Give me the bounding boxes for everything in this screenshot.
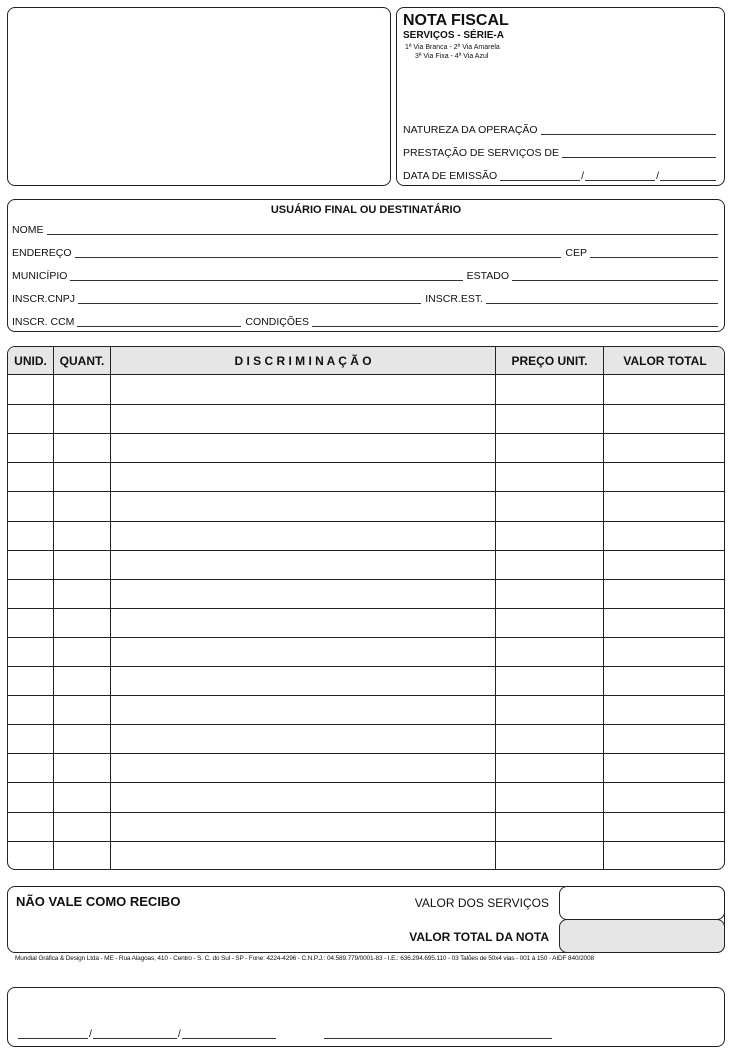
destinatario-heading: USUÁRIO FINAL OU DESTINATÁRIO [270,204,462,216]
natureza-field[interactable] [541,124,716,135]
prestacao-field[interactable] [562,147,716,158]
col-preco-unit: PREÇO UNIT. [511,354,588,368]
nao-vale-recibo: NÃO VALE COMO RECIBO [16,894,181,909]
ccm-field[interactable] [77,316,241,327]
row-divider [8,637,724,638]
data-year-field[interactable] [660,170,716,181]
row-divider [8,724,724,725]
date-separator: / [581,170,585,182]
col-quant: QUANT. [59,354,105,368]
row-divider [8,579,724,580]
nota-fiscal-box [396,7,725,186]
printer-info: Mundial Gráfica & Design Ltda - ME - Rua Alagoas, 410 - Centro - S. C. do Sul - SP - Fone: 4224-4296 - C.N.P.J.: 04.589.779/0001-83 - I.E.: 636.294.695.110 - 03 Talões de 50x4 vias - 001 à 150 - AIDF 840/2008 [15,955,594,962]
row-divider [8,695,724,696]
cnpj-field[interactable] [78,293,421,304]
receipt-box [7,987,725,1047]
row-divider [8,608,724,609]
valor-total-field[interactable] [559,919,725,953]
endereco-field[interactable] [75,247,562,258]
data-month-field[interactable] [585,170,655,181]
row-divider [8,491,724,492]
estado-label: ESTADO [466,270,509,282]
table-header [8,347,724,375]
company-info-box [7,7,391,186]
row-divider [8,462,724,463]
row-divider [8,753,724,754]
signature-field[interactable] [324,1028,552,1039]
inscr-est-field[interactable] [486,293,718,304]
endereco-label: ENDEREÇO [12,247,72,259]
condicoes-field[interactable] [312,316,718,327]
date-separator: / [177,1028,181,1040]
col-discriminacao: D I S C R I M I N A Ç Ã O [234,354,372,368]
cep-field[interactable] [590,247,718,258]
receipt-month-field[interactable] [93,1028,177,1039]
municipio-field[interactable] [70,270,462,281]
municipio-label: MUNICÍPIO [12,270,68,282]
col-valor-total: VALOR TOTAL [623,354,707,368]
cep-label: CEP [565,247,587,259]
row-divider [8,521,724,522]
valor-servicos-label: VALOR DOS SERVIÇOS [414,896,549,910]
items-table [7,346,725,870]
inscr-est-label: INSCR.EST. [425,293,483,305]
estado-field[interactable] [512,270,718,281]
receipt-year-field[interactable] [182,1028,276,1039]
natureza-label: NATUREZA DA OPERAÇÃO [403,124,538,136]
prestacao-label: PRESTAÇÃO DE SERVIÇOS DE [403,147,559,159]
document-title: NOTA FISCAL [403,12,509,29]
col-unid: UNID. [14,354,47,368]
copies-info-2: 3ª Via Fixa - 4ª Via Azul [415,53,489,60]
copies-info-1: 1ª Via Branca - 2ª Via Amarela [405,44,500,51]
receipt-day-field[interactable] [18,1028,88,1039]
document-subtitle: SERVIÇOS - SÉRIE-A [403,30,504,41]
row-divider [8,404,724,405]
data-day-field[interactable] [500,170,580,181]
row-divider [8,433,724,434]
ccm-label: INSCR. CCM [12,316,75,328]
valor-total-label: VALOR TOTAL DA NOTA [409,930,549,944]
valor-servicos-field[interactable] [559,886,725,920]
date-separator: / [89,1028,92,1040]
nome-label: NOME [12,224,44,236]
cnpj-label: INSCR.CNPJ [12,293,76,305]
data-emissao-label: DATA DE EMISSÃO [403,170,498,182]
row-divider [8,812,724,813]
row-divider [8,666,724,667]
nome-field[interactable] [47,224,719,235]
row-divider [8,782,724,783]
destinatario-box [7,199,725,332]
row-divider [8,550,724,551]
row-divider [8,841,724,842]
condicoes-label: CONDIÇÕES [245,316,310,328]
date-separator: / [656,170,659,182]
